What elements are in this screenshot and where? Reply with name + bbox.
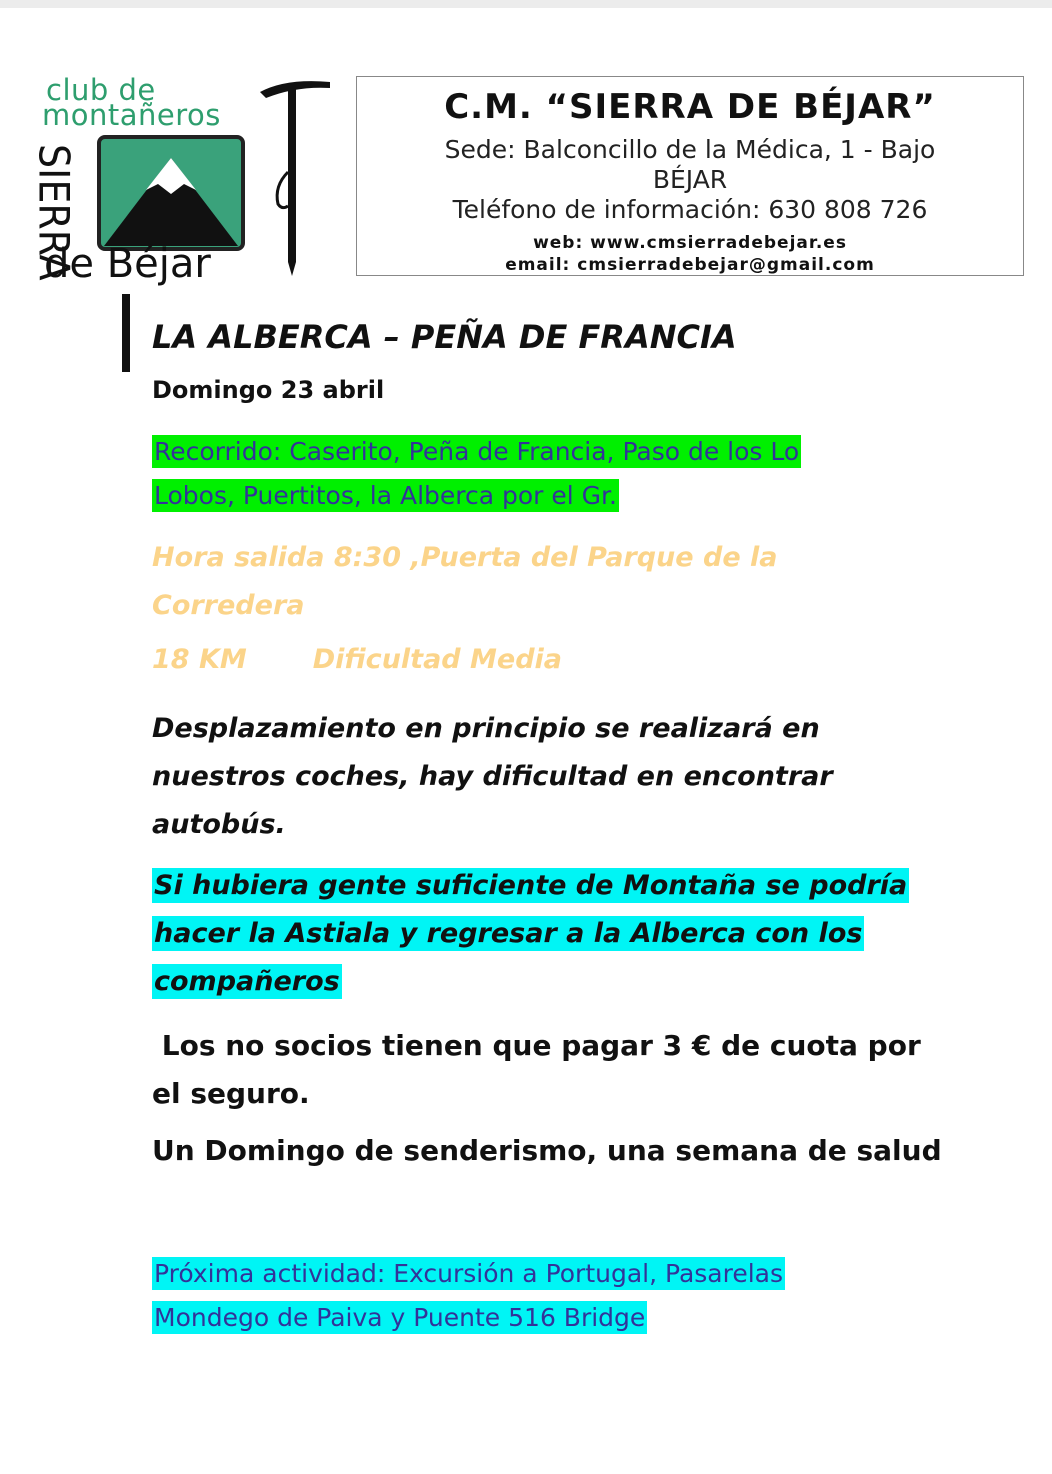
club-web: web: www.cmsierradebejar.es — [533, 233, 847, 253]
departure-info: Hora salida 8:30 ,Puerta del Parque de la Corredera — [152, 542, 778, 621]
club-address: Sede: Balconcillo de la Médica, 1 - Bajo — [444, 135, 936, 164]
event-date: Domingo 23 abril — [152, 376, 385, 404]
mountain-icon — [96, 134, 246, 252]
logo-club-line1: club de — [46, 73, 156, 107]
event-title: LA ALBERCA – PEÑA DE FRANCIA — [152, 318, 737, 356]
route-description: Recorrido: Caserito, Peña de Francia, Paso de los Lo Lobos, Puertitos, la Alberca por el Gr. — [154, 437, 800, 510]
club-info-box — [356, 76, 1024, 276]
logo-club-text — [42, 73, 221, 132]
club-logo — [29, 72, 338, 287]
club-city: BÉJAR — [652, 165, 728, 194]
fee-note: Los no socios tienen que pagar 3 € de cuota por el seguro. — [152, 1029, 931, 1110]
club-phone: Teléfono de información: 630 808 726 — [452, 195, 928, 224]
ice-axe-icon — [256, 76, 336, 276]
logo-bejar-text: de Béjar — [44, 241, 211, 287]
optional-route-note: Si hubiera gente suficiente de Montaña se podría hacer la Astiala y regresar a la Alberca con los compañeros — [154, 870, 908, 997]
distance-difficulty — [152, 644, 562, 675]
logo-club-line2: montañeros — [42, 98, 221, 132]
top-bar — [0, 0, 1052, 8]
next-activity: Próxima actividad: Excursión a Portugal, Pasarelas Mondego de Paiva y Puente 516 Bridge — [154, 1259, 784, 1332]
logo-sierra-text: SIERRA — [29, 144, 79, 281]
difficulty: Dificultad Media — [312, 644, 563, 675]
club-name: C.M. “SIERRA DE BÉJAR” — [444, 87, 936, 127]
text-cursor — [122, 294, 130, 372]
slogan: Un Domingo de senderismo, una semana de salud — [152, 1134, 942, 1167]
club-email: email: cmsierradebejar@gmail.com — [505, 255, 875, 275]
distance: 18 KM — [152, 644, 247, 675]
transport-note: Desplazamiento en principio se realizará en nuestros coches, hay dificultad en encontrar autobús. — [152, 713, 833, 840]
